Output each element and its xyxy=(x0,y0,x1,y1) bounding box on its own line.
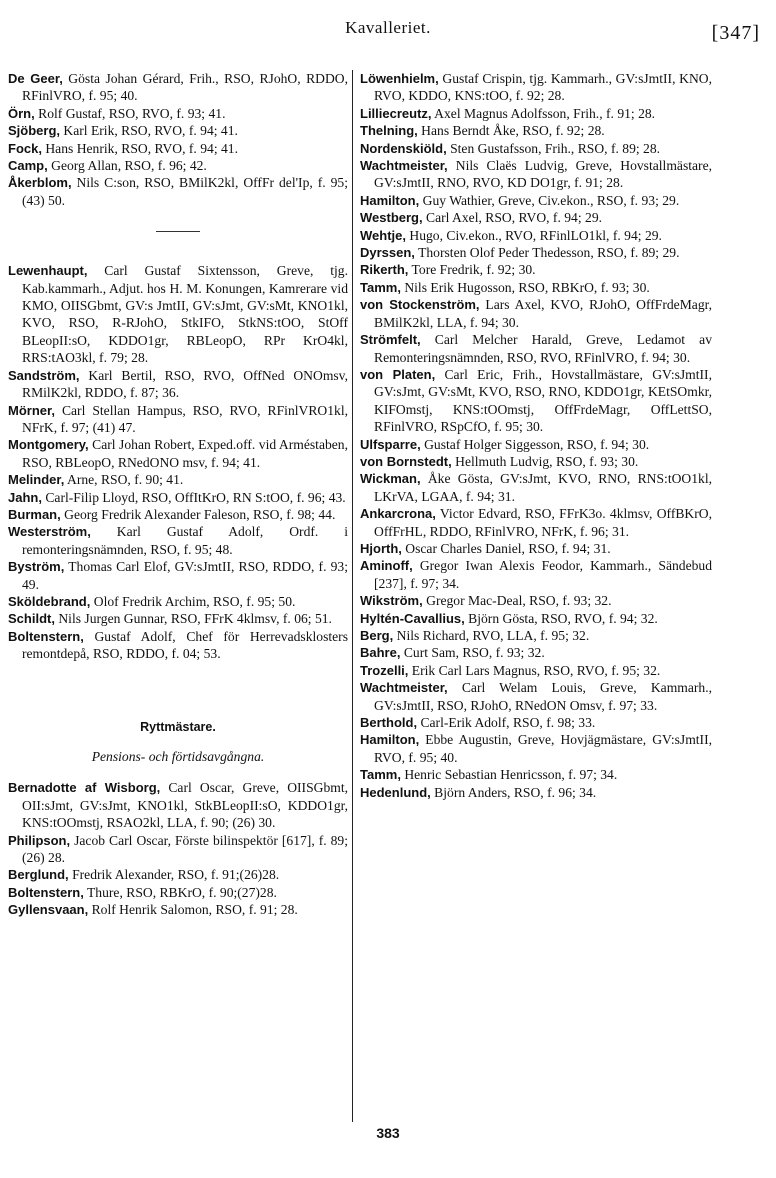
entry-details: Nils Claës Ludvig, Greve, Hovstallmästare, GV:sJmtII, RNO, RVO, KD DO1gr, f. 91; 28. xyxy=(374,158,712,191)
register-entry xyxy=(8,471,348,488)
entry-details: Carl Melcher Harald, Greve, Ledamot av Remonteringsnämnden, RSO, RVO, RFinlVRO, f. 94; 30. xyxy=(374,332,712,365)
entry-name: Sandström, xyxy=(8,367,80,383)
register-entry xyxy=(360,731,712,766)
entry-group-2 xyxy=(8,262,348,662)
register-entry xyxy=(8,402,348,437)
entry-details: Karl Gustaf Adolf, Ordf. i remonteringsnämnden, RSO, f. 95; 48. xyxy=(22,524,348,557)
register-entry xyxy=(8,367,348,402)
entry-details: Carl Axel, RSO, RVO, f. 94; 29. xyxy=(422,210,603,226)
entry-name: Philipson, xyxy=(8,832,71,848)
right-column xyxy=(360,70,712,801)
register-entry xyxy=(360,209,712,226)
register-entry xyxy=(8,832,348,867)
entry-name: Berthold, xyxy=(360,715,418,731)
entry-name: von Bornstedt, xyxy=(360,453,452,469)
register-entry xyxy=(360,192,712,209)
entry-details: Gregor Iwan Alexis Feodor, Kammarh., Sändebud [237], f. 97; 34. xyxy=(374,558,712,591)
entry-name: Hyltén-Cavallius, xyxy=(360,610,465,626)
register-entry xyxy=(360,662,712,679)
register-entry xyxy=(360,610,712,627)
entry-details: Karl Bertil, RSO, RVO, OffNed ONOmsv, RMilK2kl, RDDO, f. 87; 36. xyxy=(22,367,348,401)
entry-details: Erik Carl Lars Magnus, RSO, RVO, f. 95; 32. xyxy=(408,662,661,678)
entry-details: Nils Jurgen Gunnar, RSO, FFrK 4klmsv, f. 06; 51. xyxy=(54,611,332,627)
entry-name: Jahn, xyxy=(8,489,42,505)
register-entry xyxy=(8,523,348,558)
entry-details: Karl Erik, RSO, RVO, f. 94; 41. xyxy=(60,123,238,139)
register-entry xyxy=(360,140,712,157)
register-entry xyxy=(360,766,712,783)
entry-name: Burman, xyxy=(8,506,61,522)
entry-name: Trozelli, xyxy=(360,662,409,678)
entry-details: Carl-Filip Lloyd, RSO, OffItKrO, RN S:tOO, f. 96; 43. xyxy=(41,489,346,505)
entry-details: Georg Allan, RSO, f. 96; 42. xyxy=(47,158,207,174)
register-entry xyxy=(8,593,348,610)
entry-details: Thomas Carl Elof, GV:sJmtII, RSO, RDDO, f. 93; 49. xyxy=(22,559,348,592)
register-entry xyxy=(8,70,348,105)
entry-name: Ankarcrona, xyxy=(360,506,436,522)
entry-name: Fock, xyxy=(8,140,42,156)
entry-details: Hugo, Civ.ekon., RVO, RFinlLO1kl, f. 94; 29. xyxy=(406,227,662,243)
register-entry xyxy=(8,884,348,901)
entry-name: von Stockenström, xyxy=(360,297,480,313)
register-entry xyxy=(360,592,712,609)
register-entry xyxy=(360,244,712,261)
entry-details: Thorsten Olof Peder Thedesson, RSO, f. 89; 29. xyxy=(414,245,680,261)
register-entry xyxy=(360,261,712,278)
entry-name: Hedenlund, xyxy=(360,784,431,800)
entry-details: Hellmuth Ludvig, RSO, f. 93; 30. xyxy=(451,453,639,469)
register-entry xyxy=(360,557,712,592)
entry-name: Wachtmeister, xyxy=(360,158,448,174)
entry-details: Curt Sam, RSO, f. 93; 32. xyxy=(400,645,545,661)
register-entry xyxy=(360,105,712,122)
entry-details: Lars Axel, KVO, RJohO, OffFrdeMagr, BMilK2kl, LLA, f. 94; 30. xyxy=(374,297,712,330)
running-title: Kavalleriet. xyxy=(345,18,431,37)
entry-details: Victor Edvard, RSO, FFrK3o. 4klmsv, OffBKrO, OffFrHL, RDDO, RFinlVRO, NFrK, f. 96; 31. xyxy=(374,506,712,539)
entry-name: Berglund, xyxy=(8,867,69,883)
register-entry xyxy=(360,714,712,731)
entry-details: Nils C:son, RSO, BMilK2kl, OffFr del'Ip, f. 95; (43) 50. xyxy=(22,175,348,208)
entry-details: Thure, RSO, RBKrO, f. 90;(27)28. xyxy=(83,884,277,900)
entry-details: Gustaf Adolf, Chef för Herrevadsklosters remontdepå, RSO, RDDO, f. 04; 53. xyxy=(22,628,348,662)
entry-name: Wikström, xyxy=(360,593,423,609)
entry-name: Westerström, xyxy=(8,524,91,540)
entry-details: Fredrik Alexander, RSO, f. 91;(26)28. xyxy=(68,867,280,883)
entry-name: Mörner, xyxy=(8,402,55,418)
entry-name: Rikerth, xyxy=(360,262,409,278)
register-entry xyxy=(360,679,712,714)
entry-name: Lewenhaupt, xyxy=(8,263,88,279)
entry-details: Olof Fredrik Archim, RSO, f. 95; 50. xyxy=(90,593,296,609)
left-column xyxy=(8,70,348,919)
register-entry xyxy=(360,122,712,139)
entry-details: Rolf Gustaf, RSO, RVO, f. 93; 41. xyxy=(34,105,226,121)
register-entry xyxy=(360,331,712,366)
register-entry xyxy=(360,470,712,505)
register-entry xyxy=(8,262,348,366)
entry-details: Carl Oscar, Greve, OIISGbmt, OII:sJmt, GV:sJmt, KNO1kl, StkBLeopII:sO, KDDO1gr, KNS:tOOmstj, RSAO2kl, LLA, f. 90; (26) 30. xyxy=(22,780,348,831)
register-entry xyxy=(360,505,712,540)
column-divider xyxy=(352,70,353,1122)
entry-details: Tore Fredrik, f. 92; 30. xyxy=(408,262,536,278)
section-title: Ryttmästare. xyxy=(140,719,216,734)
entry-name: Hjorth, xyxy=(360,540,402,556)
entry-details: Carl Gustaf Sixtensson, Greve, tjg. Kab.kammarh., Adjut. hos H. M. Konungen, Kamrerare vid KMO, OIISGbmt, GV:s JmtII, GV:sJmt, GV:sMt, KNO1kl, KVO, RSO, R-RJohO, StkIFO, StkNS:tOO, StOff BLeopII:sO, KDDO1gr, RBLeopO, RPr KrO4kl, RRS:tAO3kl, f. 79; 28. xyxy=(22,263,348,366)
register-entry xyxy=(360,70,712,105)
register-entry xyxy=(8,779,348,831)
entry-details: Åke Gösta, GV:sJmt, KVO, RNO, RNS:tOO1kl, LKrVA, LGAA, f. 94; 31. xyxy=(374,471,712,504)
entry-name: Bahre, xyxy=(360,645,401,661)
entry-group-1 xyxy=(8,70,348,209)
register-entry xyxy=(8,157,348,174)
register-entry xyxy=(8,122,348,139)
entry-details: Gustaf Holger Siggesson, RSO, f. 94; 30. xyxy=(420,436,650,452)
entry-details: Björn Anders, RSO, f. 96; 34. xyxy=(430,784,597,800)
entry-details: Gustaf Crispin, tjg. Kammarh., GV:sJmtII, KNO, RVO, KDDO, KNS:tOO, f. 92; 28. xyxy=(374,71,712,104)
entry-name: Örn, xyxy=(8,105,35,121)
entry-name: De Geer, xyxy=(8,71,63,86)
entry-details: Carl-Erik Adolf, RSO, f. 98; 33. xyxy=(417,715,596,731)
section-subtitle: Pensions- och förtidsavgångna. xyxy=(91,749,265,764)
register-entry xyxy=(8,901,348,918)
entry-details: Georg Fredrik Alexander Faleson, RSO, f. 98; 44. xyxy=(60,506,336,522)
entry-name: Sköldebrand, xyxy=(8,593,91,609)
entry-details: Björn Gösta, RSO, RVO, f. 94; 32. xyxy=(464,610,658,626)
register-entry xyxy=(360,296,712,331)
entry-details: Hans Berndt Åke, RSO, f. 92; 28. xyxy=(417,123,605,139)
register-entry xyxy=(360,227,712,244)
register-entry xyxy=(8,105,348,122)
entry-name: Tamm, xyxy=(360,767,401,783)
entry-details: Axel Magnus Adolfsson, Frih., f. 91; 28. xyxy=(431,105,656,121)
page-header xyxy=(0,8,776,48)
register-entry xyxy=(360,157,712,192)
register-entry xyxy=(8,436,348,471)
entry-group-3 xyxy=(8,779,348,918)
entry-name: Hamilton, xyxy=(360,192,420,208)
entry-details: Henric Sebastian Henricsson, f. 97; 34. xyxy=(400,767,618,783)
entry-name: Schildt, xyxy=(8,611,55,627)
entry-name: Byström, xyxy=(8,559,65,575)
register-entry xyxy=(8,174,348,209)
separator-rule xyxy=(156,231,200,232)
entry-details: Carl Welam Louis, Greve, Kammarh., GV:sJmtII, RSO, RJohO, RNedON Omsv, f. 97; 33. xyxy=(374,680,712,713)
register-entry xyxy=(8,628,348,663)
entry-details: Oscar Charles Daniel, RSO, f. 94; 31. xyxy=(401,540,611,556)
entry-name: Berg, xyxy=(360,628,394,643)
register-entry xyxy=(360,436,712,453)
entry-details: Carl Eric, Frih., Hovstallmästare, GV:sJmtII, GV:sJmt, GV:sMt, KVO, RSO, RNO, KDDO1gr, KEtSOmkr, KIFOmstj, KNS:tOOmstj, OffFrdeMagr, OffLettSO, RFinlVRO, RSpCfO, f. 95; 30. xyxy=(374,366,712,435)
entry-name: Camp, xyxy=(8,158,48,174)
entry-name: Westberg, xyxy=(360,210,423,226)
register-entry xyxy=(8,489,348,506)
entry-name: Wehtje, xyxy=(360,227,406,243)
entry-name: Wickman, xyxy=(360,471,421,487)
entry-name: Sjöberg, xyxy=(8,123,61,139)
entry-details: Gösta Johan Gérard, Frih., RSO, RJohO, RDDO, RFinlVRO, f. 95; 40. xyxy=(22,71,348,104)
entry-name: Bernadotte af Wisborg, xyxy=(8,780,161,796)
entry-details: Carl Johan Robert, Exped.off. vid Arméstaben, RSO, RBLeopO, RNedONO msv, f. 94; 41. xyxy=(22,437,348,470)
entry-name: von Platen, xyxy=(360,366,436,382)
entry-details: Hans Henrik, RSO, RVO, f. 94; 41. xyxy=(41,140,238,156)
entry-name: Tamm, xyxy=(360,279,401,295)
entry-name: Melinder, xyxy=(8,472,65,488)
page-reference: [347] xyxy=(711,22,760,44)
entry-name: Dyrssen, xyxy=(360,245,415,261)
register-entry xyxy=(8,558,348,593)
entry-name: Ulfsparre, xyxy=(360,436,421,452)
entry-name: Strömfelt, xyxy=(360,332,421,348)
entry-details: Gregor Mac-Deal, RSO, f. 93; 32. xyxy=(422,593,612,609)
page-number: 383 xyxy=(376,1125,400,1141)
entry-name: Löwenhielm, xyxy=(360,71,439,86)
entry-name: Åkerblom, xyxy=(8,175,72,191)
register-entry xyxy=(360,453,712,470)
register-entry xyxy=(8,610,348,627)
entry-group-right xyxy=(360,70,712,801)
entry-details: Guy Wathier, Greve, Civ.ekon., RSO, f. 93; 29. xyxy=(419,192,680,208)
entry-name: Wachtmeister, xyxy=(360,680,448,696)
entry-name: Thelning, xyxy=(360,123,418,139)
register-entry xyxy=(360,784,712,801)
entry-name: Boltenstern, xyxy=(8,628,84,644)
entry-name: Boltenstern, xyxy=(8,884,84,900)
register-entry xyxy=(360,627,712,644)
register-entry xyxy=(8,506,348,523)
register-entry xyxy=(360,644,712,661)
entry-name: Hamilton, xyxy=(360,732,420,748)
entry-details: Rolf Henrik Salomon, RSO, f. 91; 28. xyxy=(88,902,298,918)
entry-name: Aminoff, xyxy=(360,558,413,574)
register-entry xyxy=(360,540,712,557)
register-entry xyxy=(8,140,348,157)
entry-details: Sten Gustafsson, Frih., RSO, f. 89; 28. xyxy=(446,140,661,156)
entry-details: Carl Stellan Hampus, RSO, RVO, RFinlVRO1kl, NFrK, f. 97; (41) 47. xyxy=(22,402,348,435)
entry-name: Montgomery, xyxy=(8,437,89,453)
register-entry xyxy=(8,866,348,883)
entry-details: Arne, RSO, f. 90; 41. xyxy=(64,472,184,488)
register-entry xyxy=(360,366,712,436)
entry-details: Jacob Carl Oscar, Förste bilinspektör [617], f. 89; (26) 28. xyxy=(22,832,348,866)
entry-name: Nordenskiöld, xyxy=(360,140,447,156)
register-entry xyxy=(360,279,712,296)
entry-details: Ebbe Augustin, Greve, Hovjägmästare, GV:sJmtII, RVO, f. 95; 40. xyxy=(374,732,712,765)
entry-details: Nils Erik Hugosson, RSO, RBKrO, f. 93; 30. xyxy=(400,279,650,295)
entry-details: Nils Richard, RVO, LLA, f. 95; 32. xyxy=(393,628,590,643)
entry-name: Gyllensvaan, xyxy=(8,902,89,918)
entry-name: Lilliecreutz, xyxy=(360,105,432,121)
